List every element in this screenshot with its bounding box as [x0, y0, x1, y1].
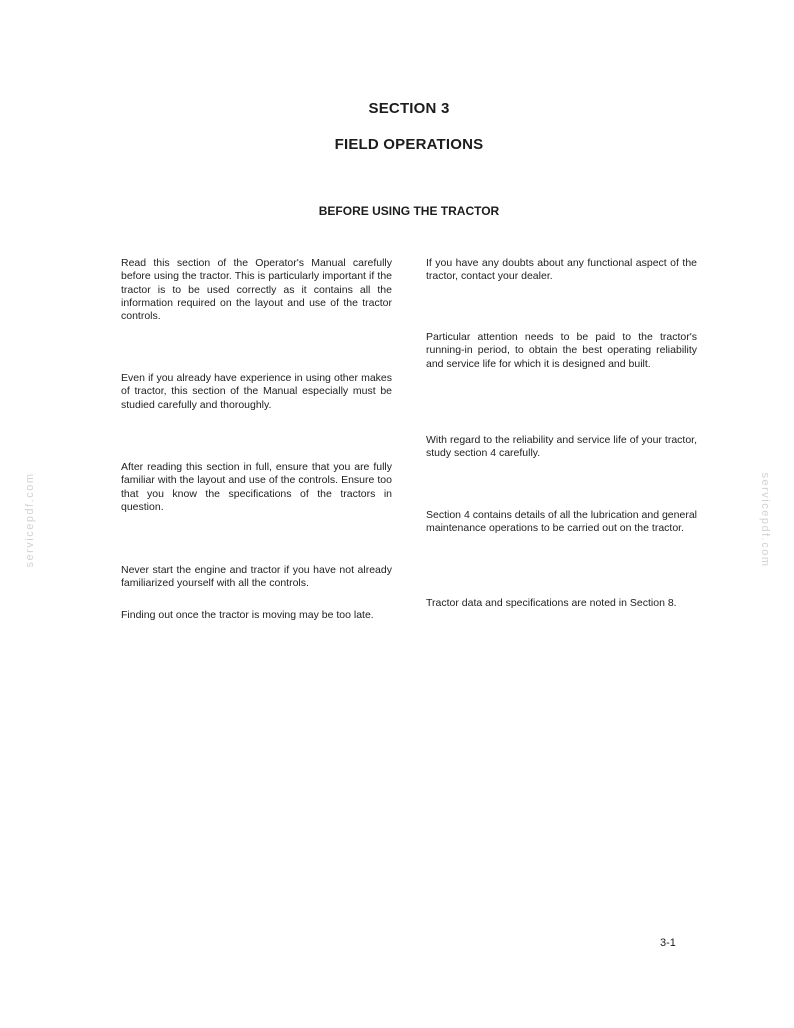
- watermark-left: servicepdf.com: [24, 472, 36, 568]
- right-paragraph-2: Particular attention needs to be paid to the tractor's running-in period, to obtain the best operating reliability and service life for which it is designed and built.: [426, 331, 697, 370]
- section-number: SECTION 3: [368, 100, 450, 117]
- left-paragraph-2: Even if you already have experience in using other makes of tractor, this section of the Manual especially must be studied carefully and thoroughly.: [121, 372, 392, 411]
- left-paragraph-4: Never start the engine and tractor if you have not already familiarized yourself with all the controls.: [121, 564, 392, 590]
- left-paragraph-5: Finding out once the tractor is moving may be too late.: [121, 609, 374, 621]
- left-paragraph-1: Read this section of the Operator's Manual carefully before using the tractor. This is particularly important if the tractor is to be used correctly as it contains all the information required on the layout and use of the tractor controls.: [121, 257, 392, 323]
- right-paragraph-1: If you have any doubts about any functional aspect of the tractor, contact your dealer.: [426, 257, 697, 283]
- right-paragraph-4: Section 4 contains details of all the lubrication and general maintenance operations to be carried out on the tractor.: [426, 509, 697, 535]
- left-paragraph-3: After reading this section in full, ensure that you are fully familiar with the layout and use of the controls. Ensure too that you know the specifications of the tractors in question.: [121, 461, 392, 513]
- right-paragraph-3: With regard to the reliability and service life of your tractor, study section 4 carefully.: [426, 434, 697, 460]
- subheading: BEFORE USING THE TRACTOR: [318, 204, 500, 218]
- watermark-right: servicepdf.com: [759, 472, 771, 568]
- right-paragraph-5: Tractor data and specifications are noted in Section 8.: [426, 597, 677, 609]
- page-number: 3-1: [660, 937, 676, 949]
- chapter-title: FIELD OPERATIONS: [334, 136, 484, 153]
